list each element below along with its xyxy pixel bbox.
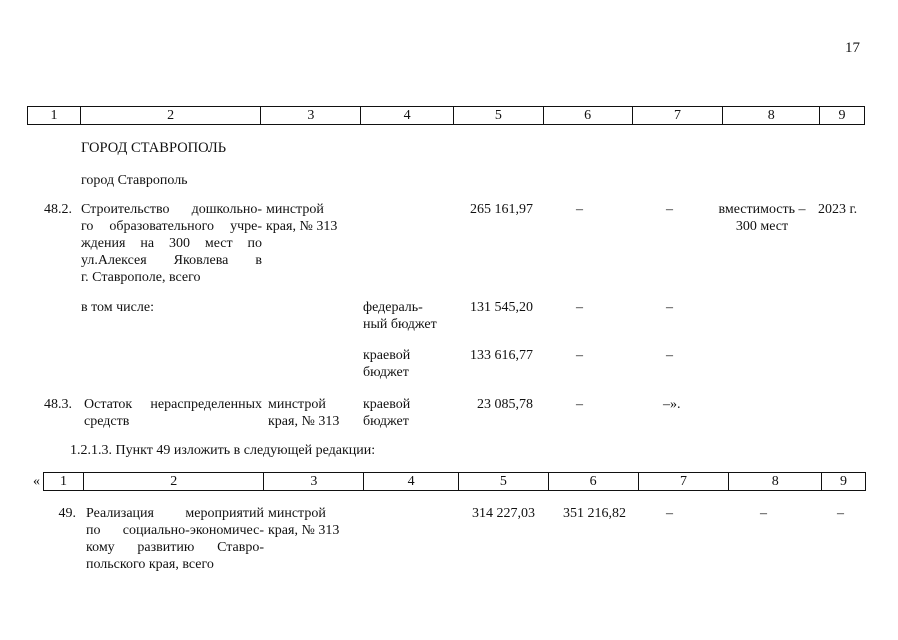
row-48-2-executor-line: края, № 313: [266, 219, 338, 234]
row-48-3-executor-line: минстрой: [268, 397, 326, 412]
quote-open: «: [33, 474, 40, 489]
row-48-3-name-line: средств: [84, 414, 130, 429]
row-49-executor-line: края, № 313: [268, 523, 340, 538]
row-49-col8: –: [760, 506, 767, 521]
instruction-text: 1.2.1.3. Пункт 49 изложить в следующей редакции:: [70, 443, 376, 458]
row-48-3-source: [363, 396, 453, 430]
row-49-col7: –: [666, 506, 673, 521]
header2-col-7: 7: [639, 473, 730, 490]
header-col-1: 1: [28, 107, 81, 124]
row-49-number: 49.: [58, 506, 76, 521]
row-48-3-source-line: краевой: [363, 397, 411, 412]
row-48-2-name-line: Строительство дошкольно-: [81, 202, 262, 217]
row-49-amount2: 351 216,82: [563, 506, 626, 521]
row-49-amount: 314 227,03: [472, 506, 535, 521]
regional-col7: –: [666, 348, 673, 363]
header2-col-1: 1: [44, 473, 84, 490]
federal-amount: 131 545,20: [470, 300, 533, 315]
federal-col7: –: [666, 300, 673, 315]
row-48-2-number: 48.2.: [44, 202, 72, 217]
regional-budget-label: [363, 347, 453, 381]
federal-budget-line: ный бюджет: [363, 317, 437, 332]
row-49-name-line: кому развитию Ставро-: [86, 540, 264, 555]
row-48-2-name-line: ждения на 300 мест по: [81, 236, 262, 251]
row-48-2-amount: 265 161,97: [470, 202, 533, 217]
header2-col-4: 4: [364, 473, 459, 490]
header-col-8: 8: [723, 107, 820, 124]
regional-budget-line: бюджет: [363, 365, 409, 380]
row-49-name-line: польского края, всего: [86, 557, 214, 572]
row-48-3-executor-line: края, № 313: [268, 414, 340, 429]
row-49-col9: –: [837, 506, 844, 521]
row-48-2-col7: –: [666, 202, 673, 217]
row-48-2-name: [81, 201, 262, 286]
header-col-9: 9: [838, 107, 846, 123]
row-48-3-col7: –».: [663, 397, 681, 412]
row-49-executor-line: минстрой: [268, 506, 326, 521]
header-col-7: 7: [633, 107, 724, 124]
row-48-2-result: [712, 201, 812, 235]
city-heading: ГОРОД СТАВРОПОЛЬ: [81, 140, 227, 156]
row-48-3-number: 48.3.: [44, 397, 72, 412]
row-49-name: [86, 505, 264, 573]
table-header-1: [27, 106, 865, 125]
regional-col6: –: [576, 348, 583, 363]
regional-amount: 133 616,77: [470, 348, 533, 363]
header2-col-5: 5: [459, 473, 549, 490]
header2-col-6: 6: [549, 473, 639, 490]
row-48-2-col6: –: [576, 202, 583, 217]
row-48-3-executor: [268, 396, 361, 430]
header-col-6: 6: [544, 107, 633, 124]
header2-col-8: 8: [729, 473, 822, 490]
header2-col-9: 9: [840, 473, 848, 489]
city-subheading: город Ставрополь: [81, 173, 188, 188]
federal-budget-label: [363, 299, 453, 333]
federal-budget-line: федераль-: [363, 300, 423, 315]
row-48-2-name-line: г. Ставрополе, всего: [81, 270, 201, 285]
row-49-name-line: Реализация мероприятий: [86, 506, 264, 521]
including-label: в том числе:: [81, 300, 154, 315]
row-49-name-line: по социально-экономичес-: [86, 523, 264, 538]
header2-col-3: 3: [264, 473, 364, 490]
table-header-2: [43, 472, 866, 491]
row-48-2-name-line: го образовательного учре-: [81, 219, 262, 234]
row-48-2-name-line: ул.Алексея Яковлева в: [81, 253, 262, 268]
header-col-3: 3: [261, 107, 361, 124]
header-col-2: 2: [81, 107, 262, 124]
row-48-3-name: [84, 396, 262, 430]
row-48-2-executor: [266, 201, 361, 235]
row-48-3-source-line: бюджет: [363, 414, 409, 429]
row-48-3-col6: –: [576, 397, 583, 412]
row-48-3-name-line: Остаток нераспределенных: [84, 397, 262, 412]
row-48-2-result-line: 300 мест: [735, 219, 789, 234]
regional-budget-line: краевой: [363, 348, 411, 363]
row-48-2-result-line: вместимость –: [718, 202, 806, 217]
header-col-5: 5: [454, 107, 544, 124]
row-49-executor: [268, 505, 363, 539]
header-col-4: 4: [361, 107, 454, 124]
federal-col6: –: [576, 300, 583, 315]
page-number: 17: [845, 40, 860, 56]
row-48-2-executor-line: минстрой: [266, 202, 324, 217]
row-48-2-year: 2023 г.: [818, 202, 858, 217]
header2-col-2: 2: [84, 473, 265, 490]
row-48-3-amount: 23 085,78: [477, 397, 533, 412]
